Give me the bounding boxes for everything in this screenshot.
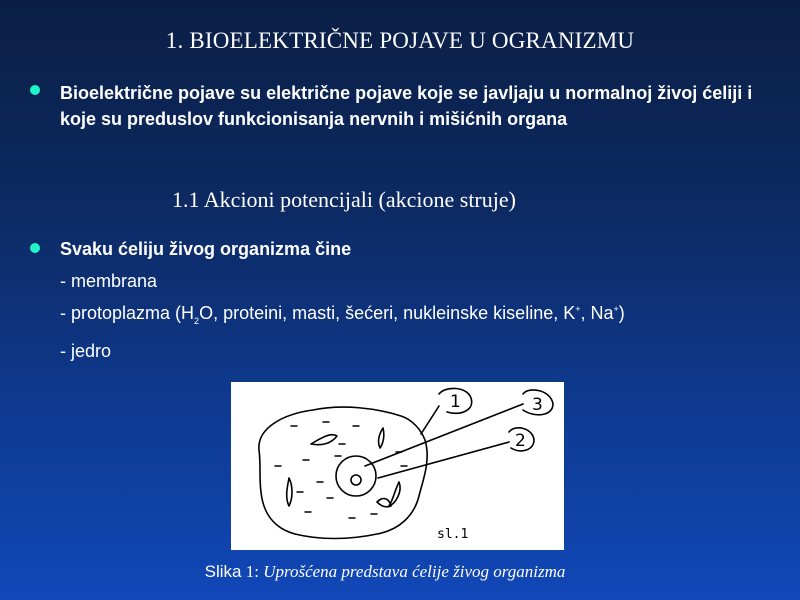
pointer-line-2	[378, 442, 509, 478]
figure-label-1: 1	[450, 392, 461, 412]
section-subtitle: 1.1 Akcioni potencijali (akcione struje)	[172, 187, 516, 212]
figure-label-2: 2	[515, 431, 526, 451]
organelle-1	[311, 435, 337, 445]
h2o-subscript: 2	[194, 316, 200, 326]
organelle-4	[389, 482, 400, 506]
bullet-cell-components-text: Svaku ćeliju živog organizma čine	[60, 239, 352, 259]
bullet-definition-text: Bioelektrične pojave su električne pojave koje se javljaju u normalnoj živoj ćeliji i koje su preduslov funkcionisanja nervnih i mišićnih organa	[60, 83, 753, 129]
cell-diagram-svg	[231, 382, 564, 550]
pointer-line-1	[421, 406, 439, 434]
protoplazma-sep: , Na	[580, 303, 614, 323]
figure-label-3: 3	[532, 395, 543, 415]
bullet-dot-icon	[30, 243, 40, 253]
organelle-3	[287, 478, 292, 506]
caption-number: 1:	[241, 562, 259, 581]
item-protoplazma	[60, 303, 625, 326]
cell-nucleus	[336, 456, 376, 496]
protoplazma-mid: O, proteini, masti, šećeri, nukleinske kiseline, K	[199, 303, 576, 323]
caption-label: Slika	[204, 562, 242, 581]
caption-description: Uprošćena predstava ćelije živog organizma	[258, 562, 566, 581]
cell-membrane-outline	[259, 407, 427, 538]
protoplazma-prefix: - protoplazma (H	[60, 303, 195, 323]
cell-diagram	[231, 382, 564, 550]
organelle-2	[379, 428, 384, 448]
bullet-dot-icon	[30, 85, 40, 95]
na-superscript: +	[613, 304, 619, 314]
figure-caption	[0, 562, 770, 582]
item-jedro: - jedro	[60, 341, 112, 361]
protoplazma-end: )	[618, 303, 625, 323]
k-superscript: +	[575, 304, 581, 314]
bullet-definition	[30, 80, 770, 132]
item-membrana: - membrana	[60, 271, 158, 291]
figure-tag: sl.1	[437, 527, 469, 542]
bullet-cell-components	[30, 238, 351, 260]
cell-nucleolus	[351, 475, 361, 485]
slide-title: 1. BIOELEKTRIČNE POJAVE U OGRANIZMU	[165, 28, 635, 53]
